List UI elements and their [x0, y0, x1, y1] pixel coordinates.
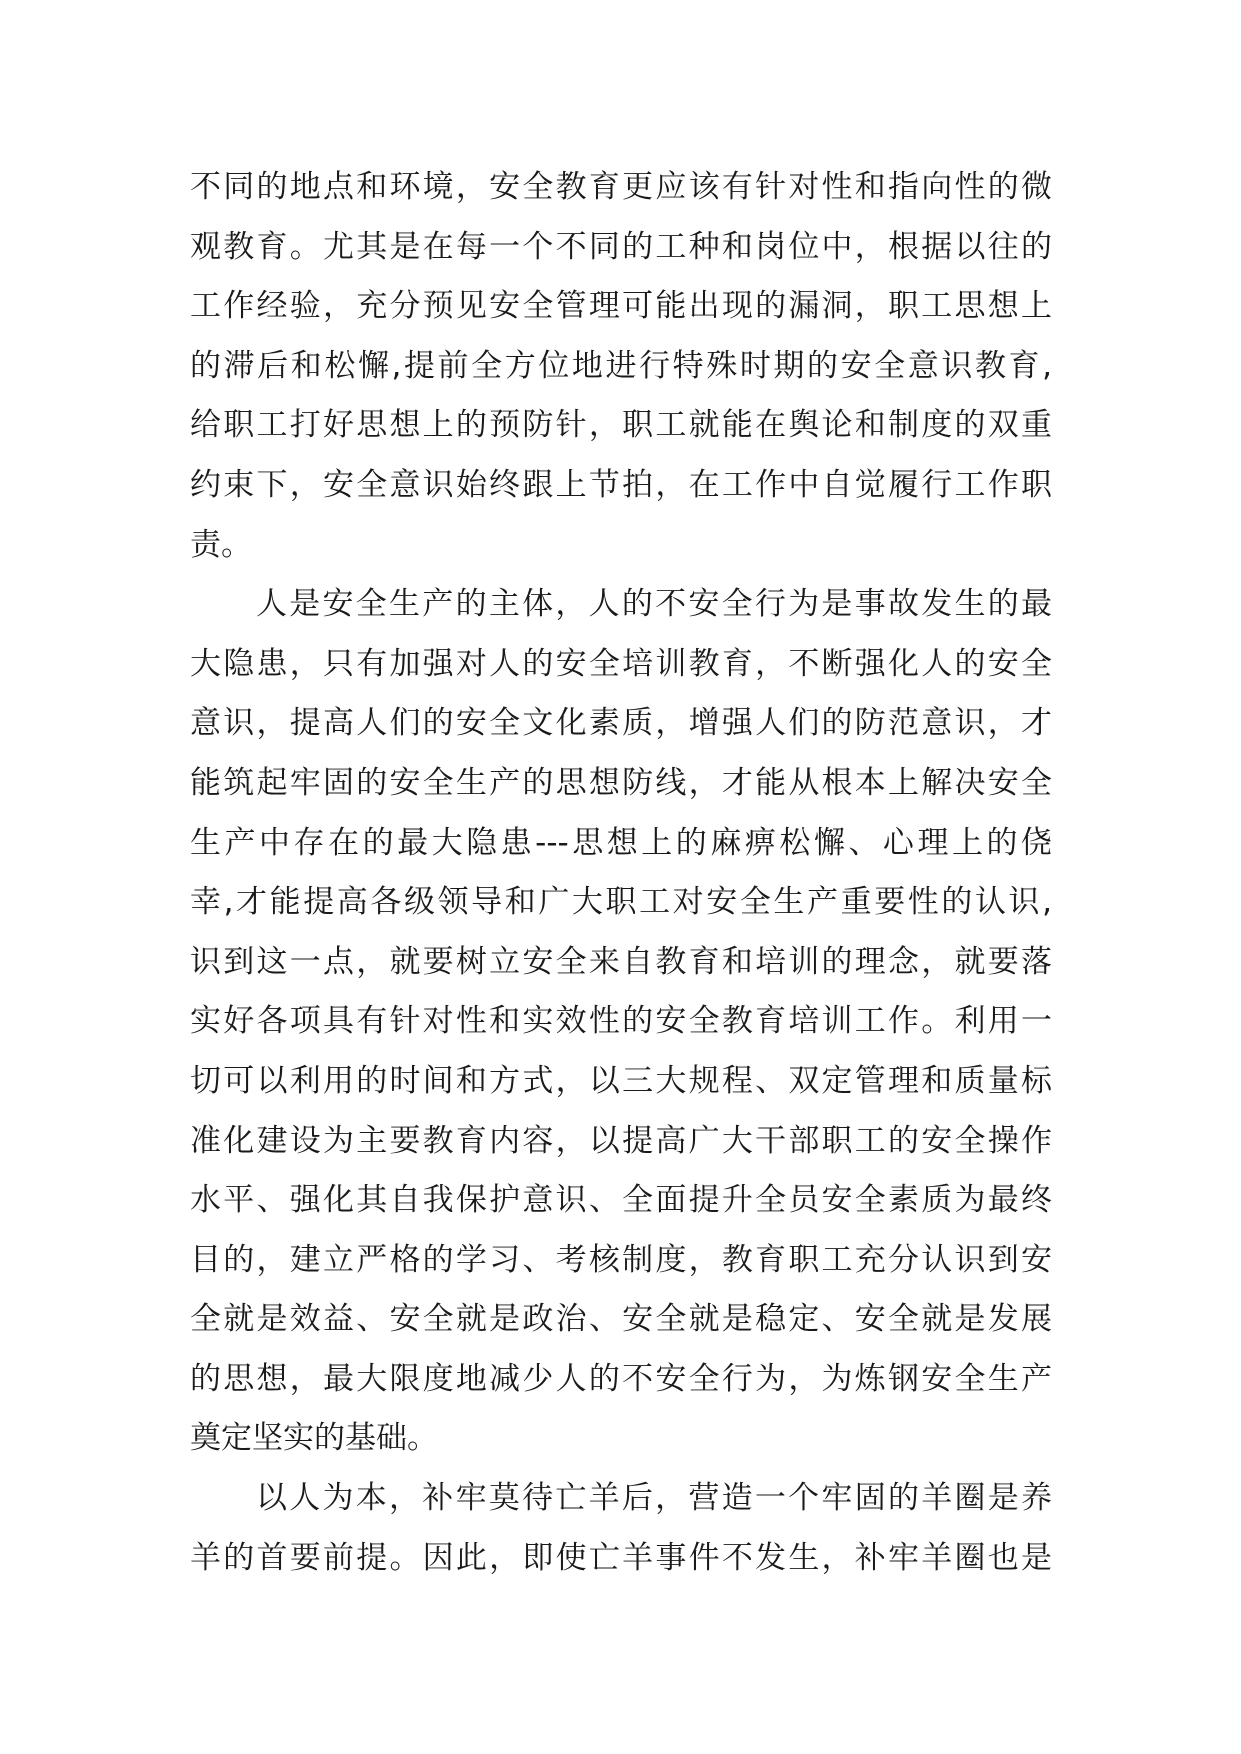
text-line: 能筑起牢固的安全生产的思想防线，才能从根本上解决安全	[190, 764, 1052, 801]
text-line: 的滞后和松懈,提前全方位地进行特殊时期的安全意识教育,	[190, 347, 1052, 384]
text-line: 工作经验，充分预见安全管理可能出现的漏洞，职工思想上	[190, 288, 1052, 325]
text-line: 切可以利用的时间和方式，以三大规程、双定管理和质量标	[190, 1062, 1052, 1099]
document-body	[190, 158, 1052, 1588]
text-line: 意识，提高人们的安全文化素质，增强人们的防范意识，才	[190, 705, 1052, 742]
text-line: 给职工打好思想上的预防针，职工就能在舆论和制度的双重	[190, 407, 1052, 444]
text-line: 人是安全生产的主体，人的不安全行为是事故发生的最	[256, 586, 1052, 623]
text-line: 实好各项具有针对性和实效性的安全教育培训工作。利用一	[190, 1003, 1052, 1040]
text-line: 的思想，最大限度地减少人的不安全行为，为炼钢安全生产	[190, 1360, 1052, 1397]
text-line: 全就是效益、安全就是政治、安全就是稳定、安全就是发展	[190, 1301, 1052, 1338]
paragraph-3	[190, 1469, 1052, 1588]
text-line: 不同的地点和环境，安全教育更应该有针对性和指向性的微	[190, 169, 1052, 205]
text-line: 奠定坚实的基础。	[190, 1420, 438, 1457]
text-line: 观教育。尤其是在每一个不同的工种和岗位中，根据以往的	[190, 228, 1052, 265]
text-line: 准化建设为主要教育内容，以提高广大干部职工的安全操作	[190, 1122, 1052, 1159]
text-line: 责。	[190, 526, 252, 563]
text-line: 目的，建立严格的学习、考核制度，教育职工充分认识到安	[190, 1241, 1052, 1278]
text-line: 识到这一点，就要树立安全来自教育和培训的理念，就要落	[190, 943, 1052, 980]
text-line: 约束下，安全意识始终跟上节拍，在工作中自觉履行工作职	[190, 466, 1052, 503]
text-line: 生产中存在的最大隐患---思想上的麻痹松懈、心理上的侥	[190, 824, 1052, 861]
text-line: 幸,才能提高各级领导和广大职工对安全生产重要性的认识,	[190, 884, 1052, 921]
text-line: 大隐患，只有加强对人的安全培训教育，不断强化人的安全	[190, 645, 1052, 682]
text-line: 水平、强化其自我保护意识、全面提升全员安全素质为最终	[190, 1182, 1052, 1219]
text-line: 羊的首要前提。因此，即使亡羊事件不发生，补牢羊圈也是	[190, 1539, 1052, 1576]
paragraph-2	[190, 575, 1052, 1469]
paragraph-1	[190, 158, 1052, 575]
text-line: 以人为本，补牢莫待亡羊后，营造一个牢固的羊圈是养	[256, 1480, 1052, 1517]
